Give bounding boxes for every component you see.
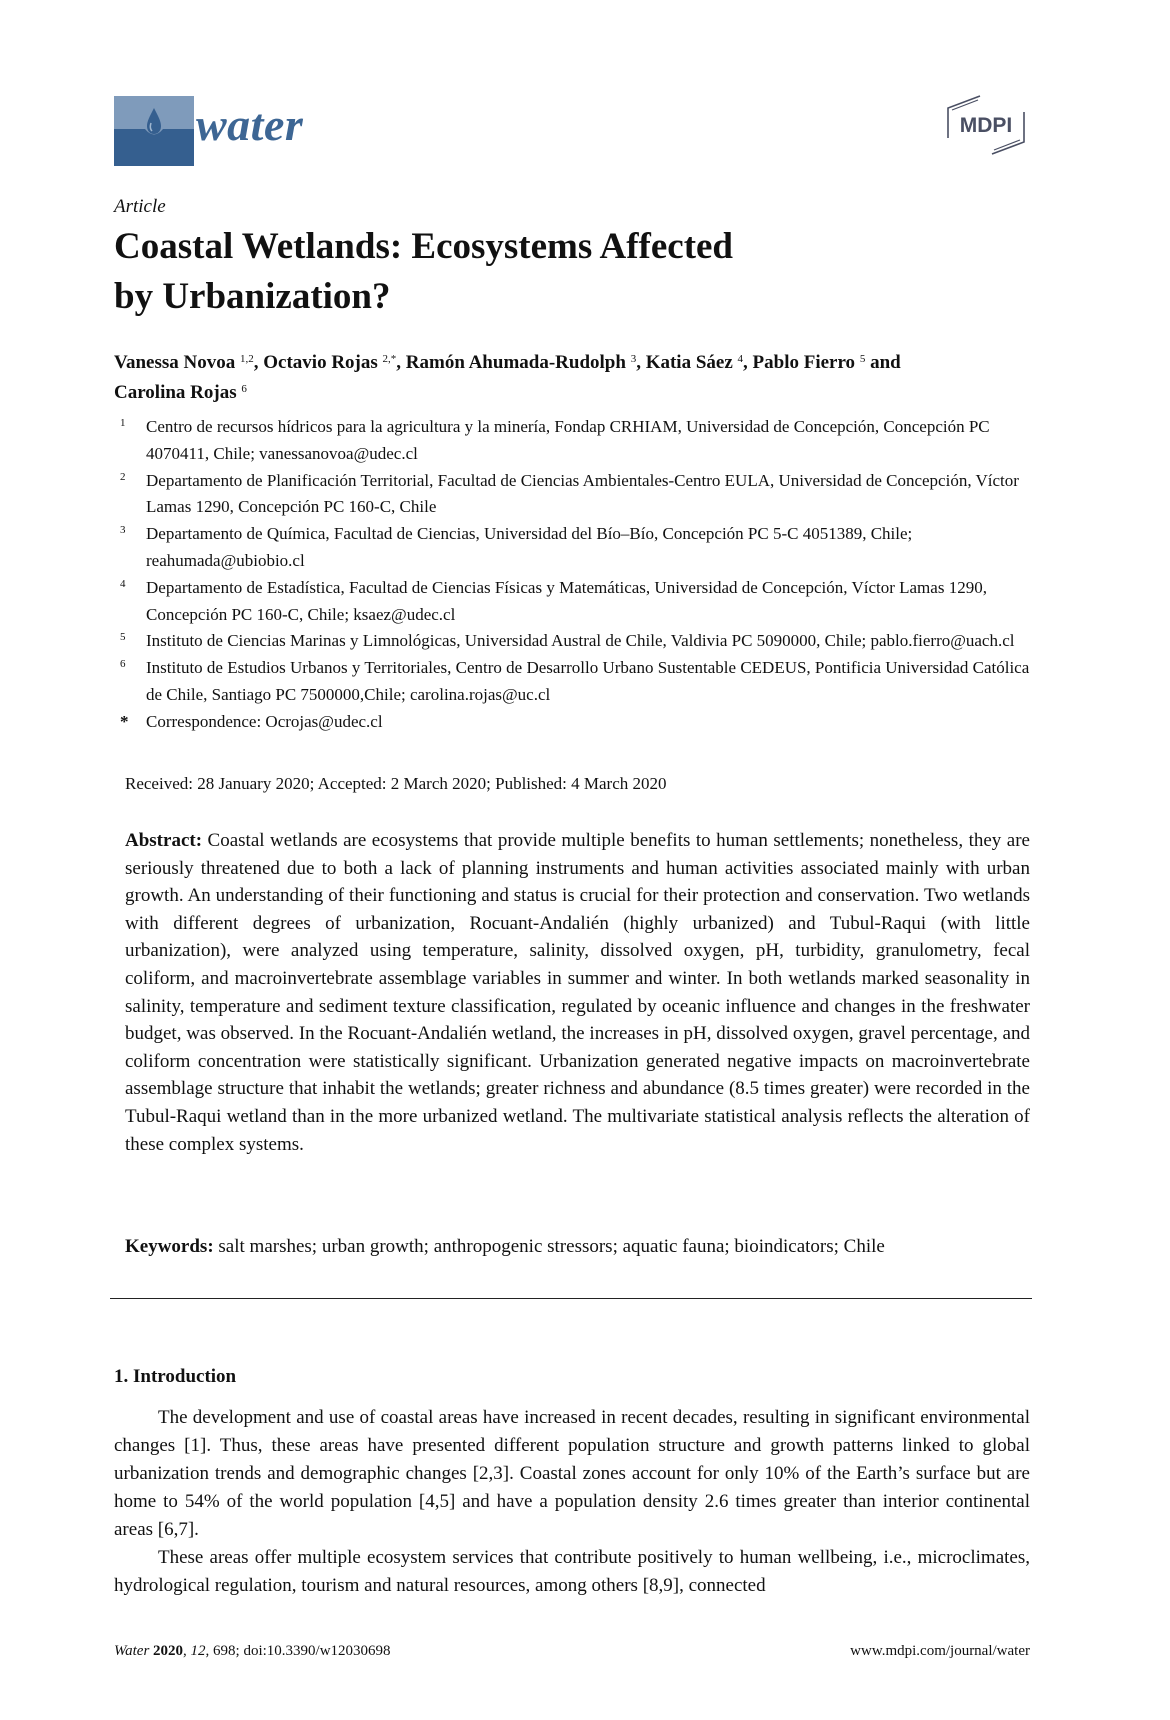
abstract-label: Abstract: [125,830,203,851]
citation-footer: Water 2020, 12, 698; doi:10.3390/w12030698 [114,1643,391,1659]
author: Ramón Ahumada-Rudolph $^3$, [405,352,646,373]
mdpi-logo-text: MDPI [959,114,1013,137]
paper-title [114,222,1014,322]
paragraph: The development and use of coastal areas have increased in recent decades, resulting in significant environmental changes [1]. Thus, these areas have presented different population structure and growth patterns linked to global urbanization trends and demographic changes [2,3]. Coastal zones account for only 10% of the Earth’s surface but are home to 54% of the world population [4,5] and have a population density 2.6 times greater than interior continental areas [6,7]. [114,1407,1030,1540]
mdpi-hexagon-icon [940,94,1032,156]
keywords-label: Keywords: [125,1236,214,1257]
affiliation: 4 Departamento de Estadística, Facultad de Ciencias Físicas y Matemáticas, Universidad de Concepción, Víctor Lamas 1290, Concepción PC 160-C, Chile; ksaez@udec.cl [120,577,987,624]
water-drop-icon [114,96,194,166]
section-heading-introduction: 1. Introduction [114,1366,237,1387]
journal-logo [114,96,194,166]
affiliation: 5 Instituto de Ciencias Marinas y Limnológicas, Universidad Austral de Chile, Valdivia PC 5090000, Chile; pablo.fierro@uach.cl [120,631,1015,651]
mdpi-logo [940,94,1032,156]
keywords [125,1236,1045,1258]
journal-url[interactable]: www.mdpi.com/journal/water [850,1643,1030,1659]
affiliations [118,414,1048,736]
article-type: Article [114,196,166,217]
keywords-text: salt marshes; urban growth; anthropogenic stressors; aquatic fauna; bioindicators; Chile [218,1236,885,1257]
section-divider [110,1298,1032,1299]
author: Vanessa Novoa $^{1,2}$, [114,352,264,373]
author: Octavio Rojas $^{2,*}$, [263,352,406,373]
paragraph: These areas offer multiple ecosystem services that contribute positively to human wellbeing, i.e., microclimates, hydrological regulation, tourism and natural resources, among others [8,9], connected [114,1547,1030,1596]
author: Pablo Fierro $^5$ and [752,352,901,373]
author: Carolina Rojas $^6$ [114,382,247,403]
title-line-2: by Urbanization? [114,276,391,317]
title-line-1: Coastal Wetlands: Ecosystems Affected [114,226,734,267]
journal-name: water [196,99,304,150]
publication-dates: Received: 28 January 2020; Accepted: 2 March 2020; Published: 4 March 2020 [125,774,667,793]
abstract [125,827,1030,1158]
abstract-text: Coastal wetlands are ecosystems that provide multiple benefits to human settlements; nonetheless, they are seriously threatened due to both a lack of planning instruments and human activities associated mainly with urban growth. An understanding of their functioning and status is crucial for their protection and conservation. Two wetlands with different degrees of urbanization, Rocuant-Andalién (highly urbanized) and Tubul-Raqui (with little urbanization), were analyzed using temperature, salinity, dissolved oxygen, pH, turbidity, granulometry, fecal coliform, and macroinvertebrate assemblage variables in summer and winter. In both wetlands marked seasonality in salinity, temperature and sediment texture classification, regulated by oceanic influence and changes in the freshwater budget, was observed. In the Rocuant-Andalién wetland, the increases in pH, dissolved oxygen, gravel percentage, and coliform concentration were statistically significant. Urbanization generated negative impacts on macroinvertebrate assemblage structure that inhabit the wetlands; greater richness and abundance (8.5 times greater) were recorded in the Tubul-Raqui wetland than in the more urbanized wetland. The multivariate statistical analysis reflects the alteration of these complex systems. [125,830,1030,1155]
author: Katia Sáez $^4$, [645,352,753,373]
introduction-text [114,1404,1030,1600]
affiliation: 6 Instituto de Estudios Urbanos y Territoriales, Centro de Desarrollo Urbano Sustentable CEDEUS, Pontificia Universidad Católica de Chile, Santiago PC 7500000,Chile; carolina.rojas@uc.cl [120,658,1030,704]
correspondence: * Correspondence: Ocrojas@udec.cl [120,711,383,731]
affiliation: 1 Centro de recursos hídricos para la agricultura y la minería, Fondap CRHIAM, Universidad de Concepción, Concepción PC 4070411, Chile; vanessanovoa@udec.cl [120,417,990,463]
affiliation: 2 Departamento de Planificación Territorial, Facultad de Ciencias Ambientales-Centro EULA, Universidad de Concepción, Víctor Lamas 1290, Concepción PC 160-C, Chile [120,470,1019,517]
author-list [114,346,1054,406]
affiliation: 3 Departamento de Química, Facultad de Ciencias, Universidad del Bío–Bío, Concepción PC 5-C 4051389, Chile; reahumada@ubiobio.cl [120,524,913,570]
